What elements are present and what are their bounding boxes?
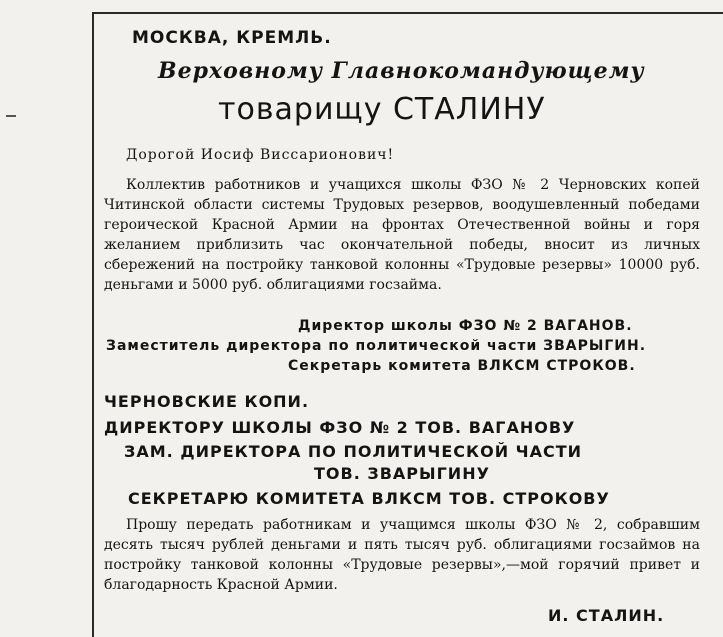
signature-director: Директор школы ФЗО № 2 ВАГАНОВ. (298, 318, 633, 334)
reply-signature: И. СТАЛИН. (548, 606, 665, 625)
reply-location: ЧЕРНОВСКИЕ КОПИ. (104, 392, 310, 411)
signature-secretary: Секретарь комитета ВЛКСМ СТРОКОВ. (288, 358, 636, 374)
addressee-name: товарищу СТАЛИНУ (218, 92, 546, 127)
reply-body: Прошу передать работникам и учащимся школы ФЗО № 2, собравшим десять тысяч рублей деньгами и пять тысяч руб. облигациями госзаймов на постройку танковой колонны «Трудовые резервы»,—мой горячий привет и благодарность Красной Армии. (104, 517, 700, 593)
margin-tick (6, 115, 16, 117)
top-rule (92, 12, 723, 14)
reply-addressee-director: ДИРЕКТОРУ ШКОЛЫ ФЗО № 2 ТОВ. ВАГАНОВУ (104, 418, 576, 437)
reply-addressee-deputy-name: ТОВ. ЗВАРЫГИНУ (314, 464, 490, 483)
left-rule (92, 12, 94, 637)
reply-addressee-secretary: СЕКРЕТАРЮ КОМИТЕТА ВЛКСМ ТОВ. СТРОКОВУ (128, 489, 610, 508)
addressee-title: Верховному Главнокомандующему (158, 58, 645, 84)
reply-addressee-deputy-title: ЗАМ. ДИРЕКТОРА ПО ПОЛИТИЧЕСКОЙ ЧАСТИ (124, 442, 583, 461)
location-heading: МОСКВА, КРЕМЛЬ. (132, 28, 332, 48)
salutation: Дорогой Иосиф Виссарионович! (126, 147, 395, 163)
signature-deputy: Заместитель директора по политической части ЗВАРЫГИН. (106, 338, 647, 354)
letter-body: Коллектив работников и учащихся школы ФЗО № 2 Черновских копей Читинской области системы Трудовых резервов, воодушевленный победами героической Красной Армии на фронтах Отечественной войны и горя желанием приблизить час окончательной победы, вносит из личных сбережений на постройку танковой колонны «Трудовые резервы» 10000 руб. деньгами и 5000 руб. облигациями госзайма. (104, 177, 700, 293)
